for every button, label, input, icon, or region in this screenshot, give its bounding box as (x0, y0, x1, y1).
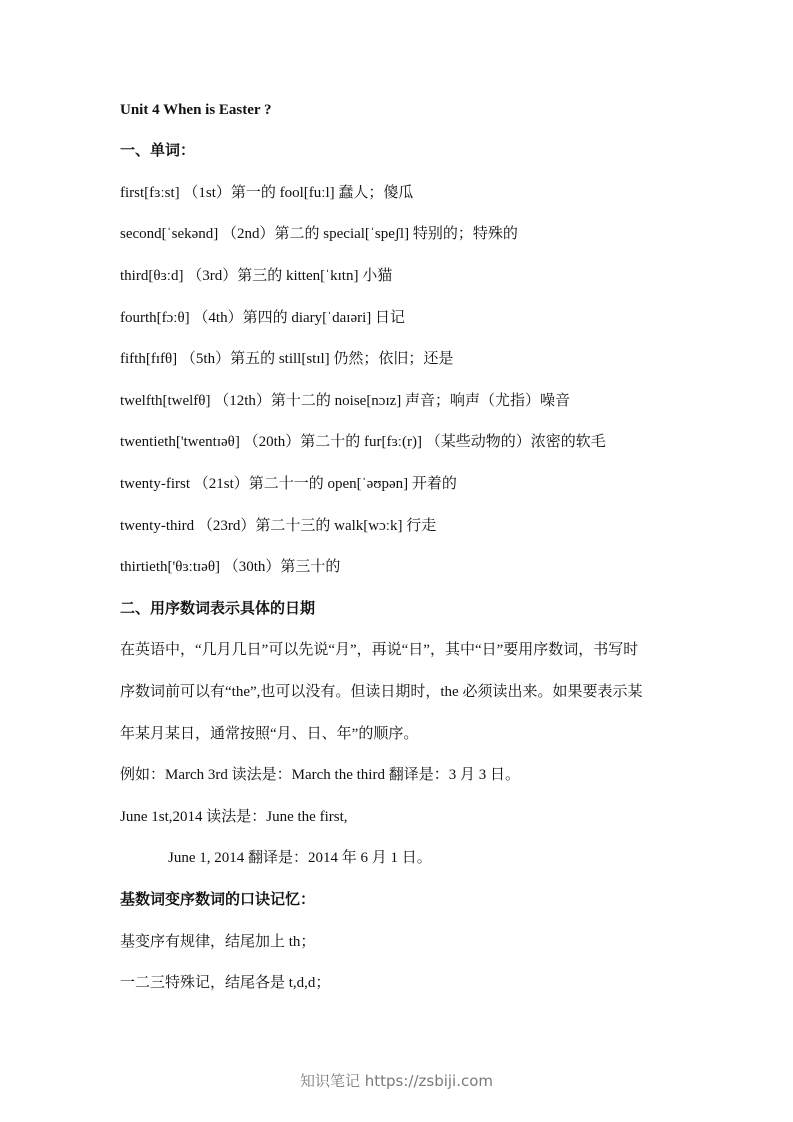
section-heading-mnemonic: 基数词变序数词的口诀记忆： (120, 892, 316, 908)
example-line: 例如：March 3rd 读法是：March the third 翻译是：3 月 3 日。 (120, 767, 520, 783)
vocab-line: second[ˈsekənd] （2nd）第二的 special[ˈspeʃl] 特别的；特殊的 (120, 226, 518, 242)
footer-watermark: 知识笔记 https://zsbiji.com (299, 1072, 494, 1090)
mnemonic-line: 基变序有规律，结尾加上 th； (120, 934, 316, 950)
paragraph-line: 序数词前可以有“the”,也可以没有。但读日期时，the 必须读出来。如果要表示某 (120, 684, 643, 700)
vocab-line: first[fɜːst] （1st）第一的 fool[fuːl] 蠢人；傻瓜 (120, 185, 414, 201)
mnemonic-line: 一二三特殊记，结尾各是 t,d,d； (120, 975, 331, 991)
vocab-line: thirtieth['θɜːtɪəθ] （30th）第三十的 (120, 559, 341, 575)
vocab-line: twelfth[twelfθ] （12th）第十二的 noise[nɔɪz] 声音；响声（尤指）噪音 (120, 393, 571, 409)
vocab-line: twentieth['twentɪəθ] （20th）第二十的 fur[fɜː(r)] （某些动物的）浓密的软毛 (120, 434, 606, 450)
example-line: June 1, 2014 翻译是：2014 年 6 月 1 日。 (168, 850, 432, 866)
example-line: June 1st,2014 读法是：June the first, (120, 809, 348, 825)
vocab-line: twenty-third （23rd）第二十三的 walk[wɔːk] 行走 (120, 518, 437, 534)
paragraph-line: 年某月某日，通常按照“月、日、年”的顺序。 (120, 726, 419, 742)
vocab-line: twenty-first （21st）第二十一的 open[ˈəʊpən] 开着的 (120, 476, 457, 492)
vocab-line: fifth[fɪfθ] （5th）第五的 still[stɪl] 仍然；依旧；还是 (120, 351, 454, 367)
vocab-line: third[θɜːd] （3rd）第三的 kitten[ˈkɪtn] 小猫 (120, 268, 393, 284)
unit-title: Unit 4 When is Easter ? (120, 102, 272, 118)
section-heading-dates: 二、用序数词表示具体的日期 (120, 601, 316, 617)
section-heading-vocab: 一、单词： (120, 143, 196, 159)
paragraph-line: 在英语中，“几月几日”可以先说“月”，再说“日”，其中“日”要用序数词，书写时 (120, 642, 639, 658)
vocab-line: fourth[fɔːθ] （4th）第四的 diary[ˈdaɪəri] 日记 (120, 310, 406, 326)
